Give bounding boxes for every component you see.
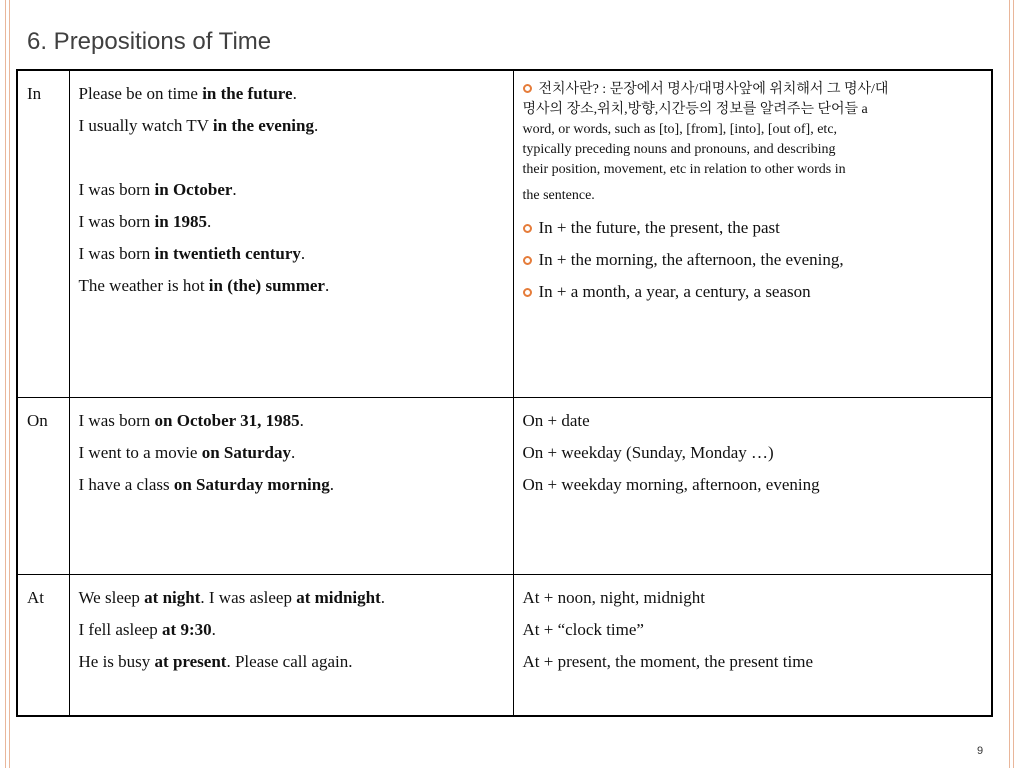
rules-cell: [513, 397, 992, 574]
slide-frame-right: [1009, 0, 1014, 768]
spacer: [79, 142, 504, 174]
keyword-cell: In: [17, 70, 69, 397]
example-line: Please be on time in the future.: [78, 84, 297, 103]
rule-line: At + noon, night, midnight: [522, 587, 705, 607]
table-row-on: [17, 397, 992, 574]
table-row-at: [17, 574, 992, 716]
example-line: The weather is hot in (the) summer.: [78, 276, 330, 295]
rule-line: On + weekday morning, afternoon, evening: [522, 474, 820, 494]
table-row-in: [17, 70, 992, 397]
rule-line: In + a month, a year, a century, a season: [523, 276, 983, 308]
examples-cell: [69, 397, 513, 574]
example-line: I fell asleep at 9:30.: [78, 619, 216, 639]
slide-title: 6. Prepositions of Time: [27, 28, 272, 55]
examples-cell: [69, 70, 513, 397]
keyword-cell: At: [17, 574, 69, 716]
keyword-cell: On: [17, 397, 69, 574]
rule-line: In + the morning, the afternoon, the evening,: [523, 244, 983, 276]
bullet-icon: [523, 224, 532, 233]
page-number: 9: [977, 745, 984, 757]
rule-line: On + weekday (Sunday, Monday …): [522, 442, 774, 462]
bullet-icon: [523, 256, 532, 265]
prepositions-table: [16, 69, 993, 717]
example-line: He is busy at present. Please call again.: [78, 651, 353, 671]
example-line: I went to a movie on Saturday.: [78, 442, 296, 462]
example-line: I was born in twentieth century.: [78, 244, 306, 263]
example-line: I have a class on Saturday morning.: [78, 474, 334, 494]
preposition-definition: 전치사란? : 문장에서 명사/대명사앞에 위치해서 그 명사/대 명사의 장소,위치,방향,시간등의 정보를 알려주는 단어들 a word, or words, such as [to], [from], [into], [out of], etc, typically preceding nouns and pronouns, and describing their position, movement, etc in relation to other words in the sentence.: [522, 82, 889, 203]
rules-cell: [513, 574, 992, 716]
slide-frame-left: [5, 0, 10, 768]
rule-line: At + present, the moment, the present time: [522, 651, 813, 671]
example-line: I usually watch TV in the evening.: [78, 116, 319, 135]
bullet-icon: [523, 288, 532, 297]
rules-cell: [513, 70, 992, 397]
example-line: I was born in October.: [78, 180, 237, 199]
examples-cell: [69, 574, 513, 716]
example-line: We sleep at night. I was asleep at midnight.: [78, 587, 386, 607]
rule-line: At + “clock time”: [522, 619, 644, 639]
bullet-icon: [523, 84, 532, 93]
example-line: I was born on October 31, 1985.: [78, 410, 304, 430]
rule-line: On + date: [522, 410, 590, 430]
rule-line: In + the future, the present, the past: [523, 212, 983, 244]
example-line: I was born in 1985.: [78, 212, 212, 231]
